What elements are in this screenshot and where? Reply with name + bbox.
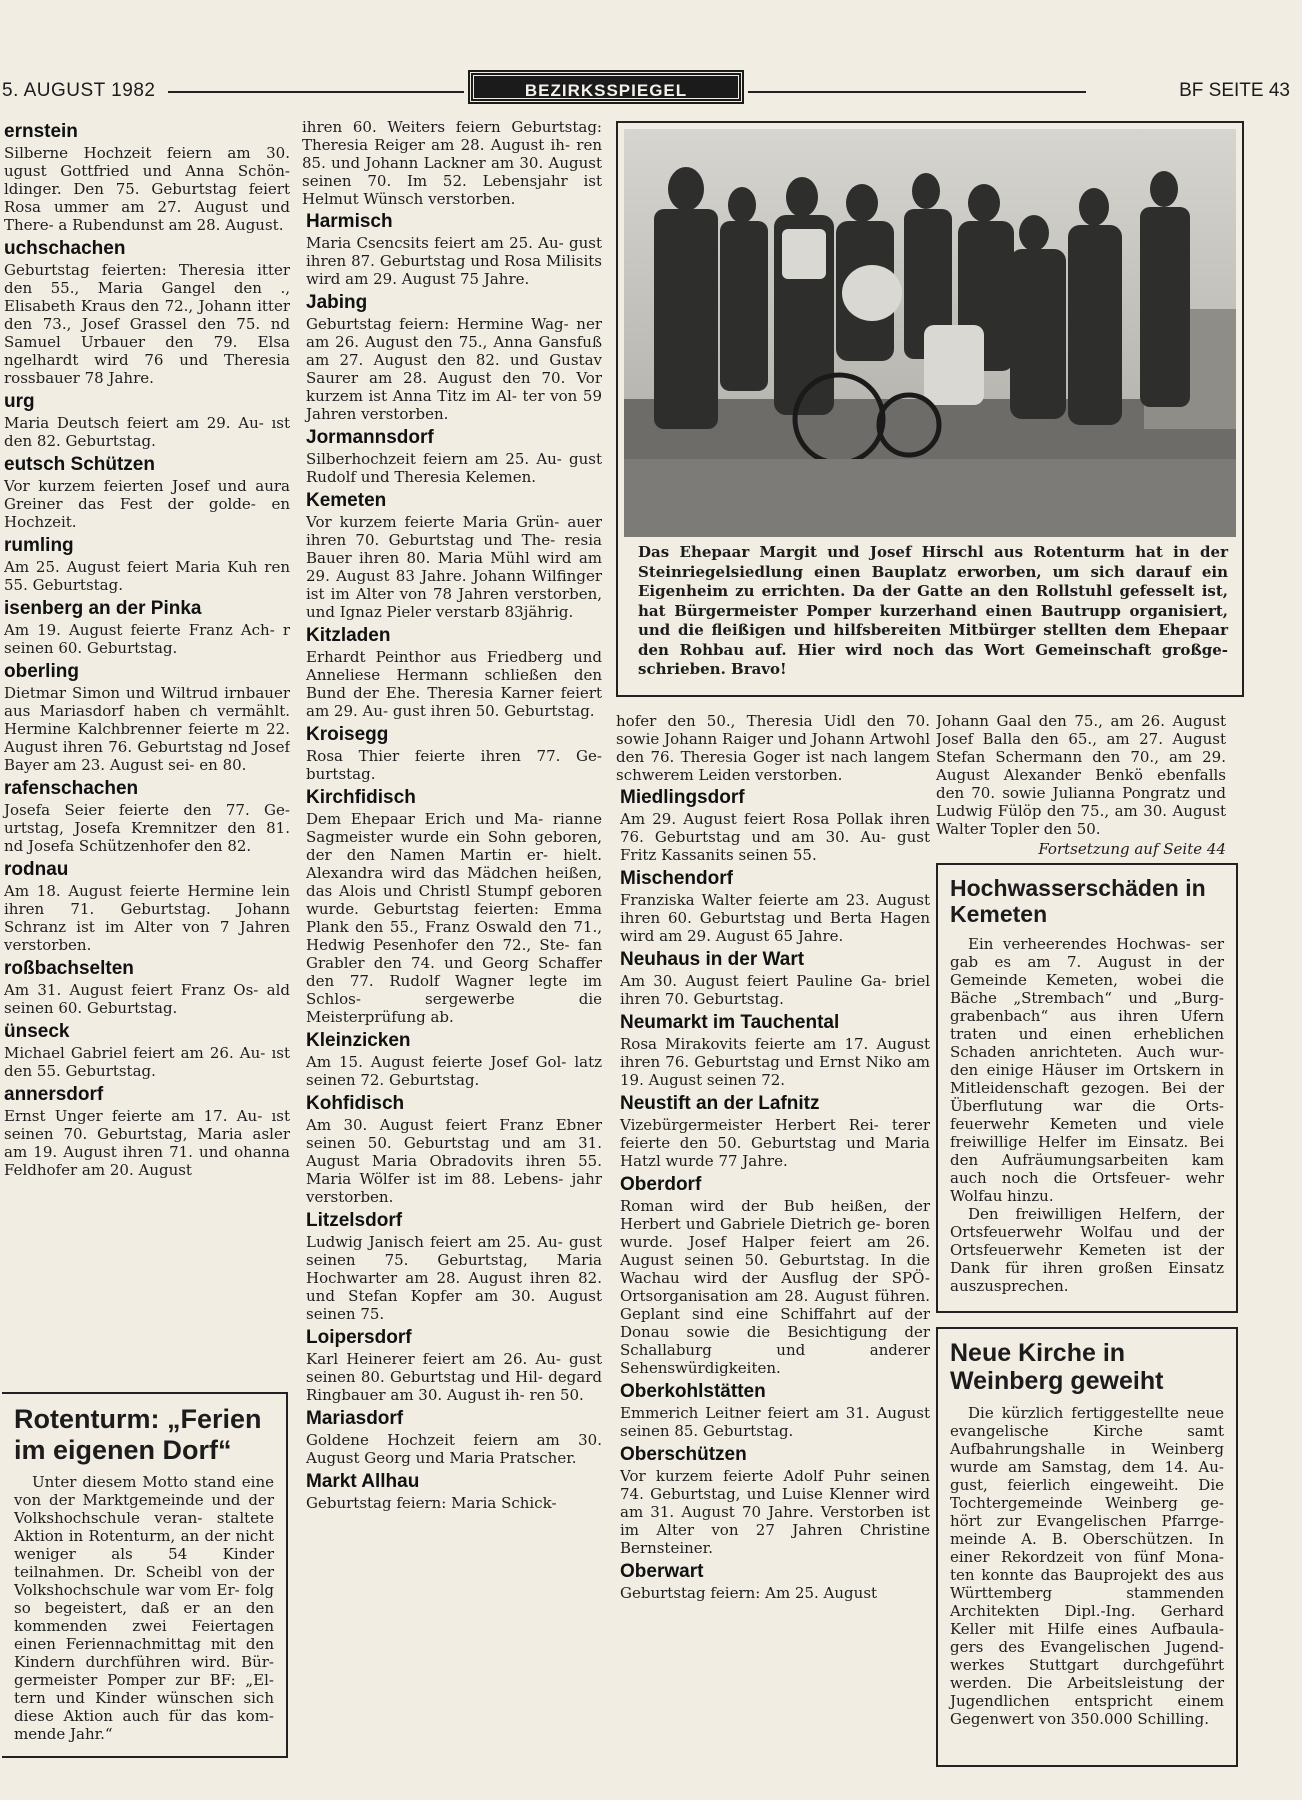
news-entry [302, 1471, 602, 1512]
place-heading: Jabing [306, 292, 368, 313]
article-rotenturm [2, 1392, 288, 1758]
article-kirche [936, 1327, 1238, 1767]
entry-text: Am 31. August feiert Franz Os- ald seinen 60. Geburtstag. [4, 981, 290, 1017]
place-heading: Oberschützen [620, 1444, 747, 1465]
place-heading: annersdorf [4, 1084, 104, 1105]
entry-text: Geburtstag feiern: Hermine Wag- ner am 26. August den 75., Anna Gansfuß am 27. August den 82. und Gustav Saurer am 28. August den 70. Vor kurzem ist Anna Titz im Al- ter von 59 Jahren verstorben. [306, 315, 602, 423]
entry-text: Am 18. August feierte Hermine lein ihren 71. Geburtstag. Johann Schranz ist im Alter von 7 Jahren verstorben. [4, 882, 290, 954]
article-kirche-title: Neue Kirche in Weinberg geweiht [950, 1339, 1164, 1396]
entry-text: Vor kurzem feierte Adolf Puhr seinen 74. Geburtstag, und Luise Klenner wird am 31. August 70 Jahre. Verstorben ist im Alter von 27 Jahren Christine Bernsteiner. [620, 1467, 930, 1557]
entry-text: Ernst Unger feierte am 17. Au- ıst seinen 70. Geburtstag, Maria asler am 19. August ihren 71. und ohanna Feldhofer am 20. August [4, 1107, 290, 1179]
place-heading: Litzelsdorf [306, 1210, 403, 1231]
news-entry [302, 211, 602, 288]
news-entry [0, 1021, 290, 1080]
news-entry [302, 1327, 602, 1404]
news-entry [0, 1084, 290, 1179]
article-hochwasser-body [950, 935, 1224, 1295]
news-entry [0, 535, 290, 594]
place-heading: Oberwart [620, 1561, 704, 1582]
news-entry [616, 1174, 930, 1377]
continued-reference: Fortsetzung auf Seite 44 [1038, 840, 1226, 858]
place-heading: Kohfidisch [306, 1093, 405, 1114]
entry-text: Geburtstag feiern: Am 25. August [620, 1584, 878, 1602]
entry-text: Vor kurzem feierten Josef und aura Greiner das Fest der golde- en Hochzeit. [4, 477, 290, 531]
entry-text: Am 30. August feiert Franz Ebner seinen 50. Geburtstag und am 31. August Maria Obradovits ihren 55. Maria Wölfer ist im 88. Lebens- jahr verstorben. [306, 1116, 602, 1206]
place-heading: Kemeten [306, 490, 387, 511]
column-3 [616, 712, 930, 1758]
place-heading: Loipersdorf [306, 1327, 412, 1348]
entry-text: Vor kurzem feierte Maria Grün- auer ihren 70. Geburtstag und The- resia Bauer ihren 80. Maria Mühl wird am 29. August 83 Jahre. Johann Wilfinger ist im Alter von 78 Jahren verstorben, und Ignaz Pieler verstarb 83jährig. [306, 513, 602, 621]
photo-caption: Das Ehepaar Margit und Josef Hirschl aus Rotenturm hat in der Steinriegelsiedlung einen Bauplatz erworben, um sich darauf ein Eigenheim zu errichten. Da der Gatte an den Rollstuhl gefesselt ist, hat Bürgermeister Pomper kurzerhand einen Bautrupp organisiert, und die fleißigen und hilfsbereiten Mitbürger stellten dem Ehepaar den Rohbau auf. Hier wird noch das Wort Gemeinschaft großge- schrieben. Bravo! [638, 543, 1228, 678]
news-entry [0, 238, 290, 387]
news-entry [616, 1444, 930, 1557]
entry-text: Dem Ehepaar Erich und Ma- rianne Sagmeister wurde ein Sohn geboren, der den Namen Martin er- hielt. Alexandra wird das Mädchen heißen, das Alois und Christl Stumpf geboren wurde. Geburtstag feierten: Emma Plank den 55., Franz Oswald den 71., Hedwig Pesenhofer den 72., Ste- fan Grabler den 74. und Georg Schaffer den 77. Rudolf Wagner legte im Schlos- sergewerbe die Meisterprüfung ab. [306, 810, 602, 1026]
article-hochwasser-title: Hochwasserschäden in Kemeten [950, 875, 1206, 927]
place-heading: rafenschachen [4, 778, 139, 799]
news-entry [616, 1093, 930, 1170]
news-entry [616, 1561, 930, 1602]
place-heading: Neustift an der Lafnitz [620, 1093, 820, 1114]
place-heading: ünseck [4, 1021, 70, 1042]
place-heading: eutsch Schützen [4, 454, 155, 475]
news-entry [302, 427, 602, 486]
place-heading: rodnau [4, 859, 69, 880]
article-hochwasser [936, 863, 1238, 1313]
place-heading: ernstein [4, 121, 78, 142]
place-heading: Miedlingsdorf [620, 787, 745, 808]
place-heading: Neumarkt im Tauchental [620, 1012, 840, 1033]
entry-text: Maria Deutsch feiert am 29. Au- ıst den 82. Geburtstag. [4, 414, 290, 450]
entry-text: Michael Gabriel feiert am 26. Au- ıst den 55. Geburtstag. [4, 1044, 290, 1080]
place-heading: roßbachselten [4, 958, 134, 979]
news-entry [616, 787, 930, 864]
issue-date: 5. AUGUST 1982 [2, 80, 156, 101]
place-heading: Jormannsdorf [306, 427, 434, 448]
news-entry [0, 958, 290, 1017]
news-entry [302, 724, 602, 783]
article-hochwasser-paragraph-2: Den freiwilligen Helfern, der Ortsfeuerwehr Wolfau und der Ortsfeuerwehr Kemeten ist der Dank für ihren großen Einsatz auszusprechen. [950, 1204, 1224, 1295]
place-heading: oberling [4, 661, 79, 682]
page-header [0, 70, 1302, 110]
entry-text: Emmerich Leitner feiert am 31. August seinen 85. Geburtstag. [620, 1404, 930, 1440]
entry-text: Karl Heinerer feiert am 26. Au- gust seinen 80. Geburtstag und Hil- degard Ringbauer am 30. August ih- ren 50. [306, 1350, 602, 1404]
place-heading: isenberg an der Pinka [4, 598, 202, 619]
news-entry [0, 391, 290, 450]
news-entry [0, 598, 290, 657]
section-title: BEZIRKSSPIEGEL [470, 72, 742, 102]
header-rule-left [168, 91, 464, 93]
article-rotenturm-title: Rotenturm: „Ferien im eigenen Dorf“ [14, 1404, 262, 1465]
news-entry [302, 787, 602, 1026]
column-2-continuation: ihren 60. Weiters feiern Geburtstag: Theresia Reiger am 28. August ih- ren 85. und Johann Lackner am 30. August seinen 70. Im 52. Lebensjahr ist Helmut Wünsch verstorben. [302, 118, 602, 208]
entry-text: Erhardt Peinthor aus Friedberg und Anneliese Hermann schließen den Bund der Ehe. Theresia Karner feiert am 29. Au- gust ihren 50. Geburtstag. [306, 648, 602, 720]
news-entry [302, 1030, 602, 1089]
column-4 [936, 712, 1226, 860]
place-heading: urg [4, 391, 35, 412]
entry-text: Rosa Thier feierte ihren 77. Ge- burtstag. [306, 747, 602, 783]
news-entry [0, 121, 290, 234]
place-heading: Oberkohlstätten [620, 1381, 766, 1402]
column-3-continuation: hofer den 50., Theresia Uidl den 70. sowie Johann Raiger und Johann Artwohl den 76. Theresia Goger ist nach langem schwerem Leiden verstorben. [616, 712, 930, 784]
entry-text: Geburtstag feierten: Theresia itter den 55., Maria Gangel den ., Elisabeth Kraus den 72., Johann itter den 73., Josef Grassel den 75. nd Samuel Urbauer den 79. Elsa ngelhardt wird 76 und Theresia rossbauer 78 Jahre. [4, 261, 290, 387]
place-heading: Kroisegg [306, 724, 389, 745]
entry-text: Am 30. August feiert Pauline Ga- briel ihren 70. Geburtstag. [620, 972, 930, 1008]
place-heading: Oberdorf [620, 1174, 702, 1195]
news-entry [302, 1093, 602, 1206]
news-entry [616, 868, 930, 945]
news-entry [302, 490, 602, 621]
entry-text: Franziska Walter feierte am 23. August ihren 60. Geburtstag und Berta Hagen wird am 29. August 65 Jahre. [620, 891, 930, 945]
group-photo-illustration [624, 129, 1236, 537]
news-entry [0, 661, 290, 774]
news-entry [616, 1381, 930, 1440]
place-heading: Markt Allhau [306, 1471, 420, 1492]
place-heading: uchschachen [4, 238, 126, 259]
entry-text: Roman wird der Bub heißen, der Herbert und Gabriele Dietrich ge- boren wurde. Josef Halper feiert am 26. August seinen 50. Geburtstag. In die Wachau wird der Ausflug der SPÖ-Ortsorganisation am 28. August führen. Geplant sind eine Schiffahrt auf der Donau sowie die Besichtigung der Schallaburg und anderer Sehenswürdigkeiten. [620, 1197, 930, 1377]
news-entry [302, 1210, 602, 1323]
news-entry [302, 292, 602, 423]
news-entry [302, 625, 602, 720]
entry-text: Dietmar Simon und Wiltrud irnbauer aus Mariasdorf haben ch vermählt. Hermine Kalchbrenner feierte m 22. August ihren 76. Geburtstag nd Josef Bayer am 23. August sei- en 80. [4, 684, 290, 774]
column-4-continuation: Johann Gaal den 75., am 26. August Josef Balla den 65., am 27. August Stefan Schermann den 70., am 29. August Alexander Benkö ebenfalls den 70. sowie Julianna Pongratz und Ludwig Fülöp den 75., am 30. August Walter Topler den 50. [936, 712, 1226, 838]
entry-text: Am 19. August feierte Franz Ach- r seinen 60. Geburtstag. [4, 621, 290, 657]
entry-text: Josefa Seier feierte den 77. Ge- urtstag, Josefa Kremnitzer den 81. nd Josefa Schützenhofer den 82. [4, 801, 290, 855]
entry-text: Silberhochzeit feiern am 25. Au- gust Rudolf und Theresia Kelemen. [306, 450, 602, 486]
article-rotenturm-body: Unter diesem Motto stand eine von der Marktgemeinde und der Volkshochschule veran- staltete Aktion in Rotenturm, an der nicht weniger als 54 Kinder teilnahmen. Dr. Scheibl von der Volkshochschule war vom Er- folg so begeistert, daß er an den kommenden zwei Feiertagen einen Feriennachmittag mit den Kindern durchführen wird. Bür- germeister Pomper zur BF: „El- tern und Kinder wünschen sich diese Aktion auch für das kom- mende Jahr.“ [14, 1473, 274, 1743]
entry-text: Goldene Hochzeit feiern am 30. August Georg und Maria Pratscher. [306, 1431, 602, 1467]
news-entry [616, 949, 930, 1008]
news-entry [0, 778, 290, 855]
entry-text: Ludwig Janisch feiert am 25. Au- gust seinen 75. Geburtstag, Maria Hochwarter am 28. August ihren 82. und Stefan Kopfer am 30. August seinen 75. [306, 1233, 602, 1323]
entry-text: Rosa Mirakovits feierte am 17. August ihren 76. Geburtstag und Ernst Niko am 19. August seinen 72. [620, 1035, 930, 1089]
entry-text: Silberne Hochzeit feiern am 30. ugust Gottfried und Anna Schön- ldinger. Den 75. Geburtstag feiert Rosa ummer am 27. August und There- a Rubendunst am 28. August. [4, 144, 290, 234]
entry-text: Am 15. August feierte Josef Gol- latz seinen 72. Geburtstag. [306, 1053, 602, 1089]
entry-text: Vizebürgermeister Herbert Rei- terer feierte den 50. Geburtstag und Maria Hatzl wurde 77 Jahre. [620, 1116, 930, 1170]
article-hochwasser-paragraph-1: Ein verheerendes Hochwas- ser gab es am 7. August in der Gemeinde Kemeten, wobei die Bäche „Strembach“ und „Burg- grabenbach“ aus ihren Ufern traten und einen erheblichen Schaden anrichteten. Auch wur- den einige Häuser im Ortskern in Mitleidenschaft gezogen. Bei der Überflutung war die Orts- feuerwehr Kemeten und viele freiwillige Helfer im Einsatz. Bei den Aufräumungsarbeiten kam auch noch die Ortsfeuer- wehr Wolfau hinzu. [950, 934, 1224, 1205]
article-kirche-body: Die kürzlich fertiggestellte neue evangelische Kirche samt Aufbahrungshalle in Weinberg wurde am Samstag, dem 14. Au- gust, feierlich eingeweiht. Die Tochtergemeinde Weinberg ge- hört zur Evangelischen Pfarrge- meinde A. B. Oberschützen. In einer Rekordzeit von fünf Mona- ten konnte das Bauprojekt des aus Württemberg stammenden Architekten Dipl.-Ing. Gerhard Keller mit Hilfe eines Aufbaula- gers des Evangelischen Jugend- werkes Stuttgart durchgeführt werden. Die Arbeitsleistung der Jugendlichen entspricht einem Gegenwert von 350.000 Schilling. [950, 1403, 1224, 1728]
place-heading: rumling [4, 535, 74, 556]
place-heading: Kirchfidisch [306, 787, 416, 808]
group-photo [624, 129, 1236, 537]
news-entry [0, 859, 290, 954]
place-heading: Mariasdorf [306, 1408, 404, 1429]
column-1 [0, 118, 290, 1358]
photo-box [616, 121, 1244, 697]
header-rule-right [748, 91, 1086, 93]
page-number: BF SEITE 43 [1179, 80, 1290, 101]
place-heading: Mischendorf [620, 868, 733, 889]
place-heading: Kleinzicken [306, 1030, 411, 1051]
place-heading: Harmisch [306, 211, 393, 232]
place-heading: Kitzladen [306, 625, 391, 646]
entry-text: Geburtstag feiern: Maria Schick- [306, 1494, 557, 1512]
news-entry [616, 1012, 930, 1089]
column-2 [302, 118, 602, 1758]
place-heading: Neuhaus in der Wart [620, 949, 805, 970]
entry-text: Am 29. August feiert Rosa Pollak ihren 76. Geburtstag und am 30. Au- gust Fritz Kassanits seinen 55. [620, 810, 930, 864]
news-entry [0, 454, 290, 531]
news-entry [302, 1408, 602, 1467]
entry-text: Maria Csencsits feiert am 25. Au- gust ihren 87. Geburtstag und Rosa Milisits wird am 29. August 75 Jahre. [306, 234, 602, 288]
entry-text: Am 25. August feiert Maria Kuh ren 55. Geburtstag. [4, 558, 290, 594]
